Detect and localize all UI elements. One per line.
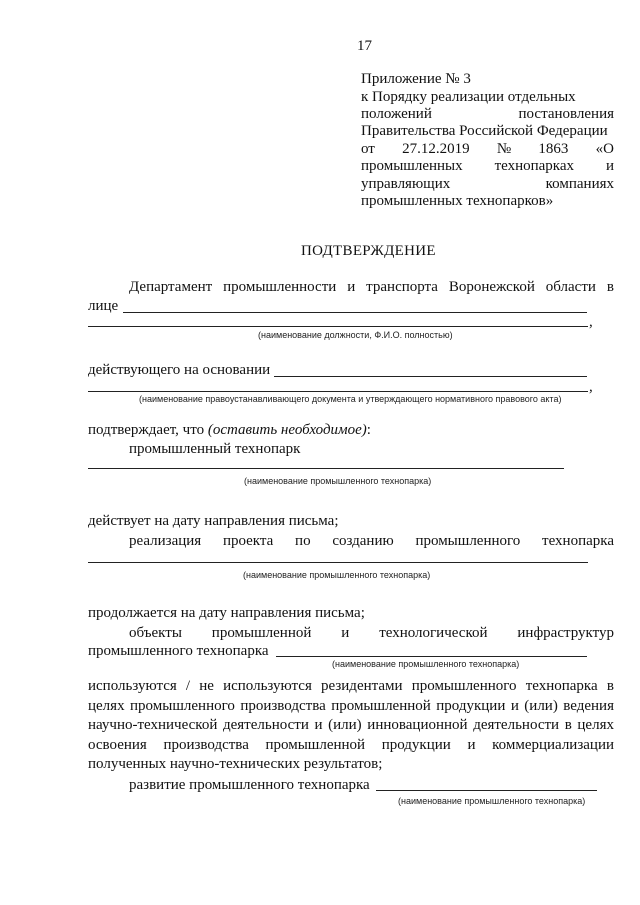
word: научно-технической [88, 717, 218, 733]
field-caption: (наименование промышленного технопарка) [398, 796, 586, 806]
fill-line [88, 562, 588, 563]
project-line [129, 532, 614, 550]
confirms-prefix: подтверждает, что [88, 422, 208, 438]
word: от [361, 141, 375, 157]
word: «О [595, 141, 614, 157]
word: промышленного [411, 678, 517, 694]
word: реализация [129, 533, 202, 549]
word: и [605, 158, 614, 174]
annex-line: Правительства Российской Федерации [361, 123, 608, 139]
field-caption: (наименование промышленного технопарка) [243, 570, 431, 580]
word: и [467, 737, 476, 753]
word: объекты [129, 625, 182, 641]
word: в [564, 717, 572, 733]
field-caption: (наименование промышленного технопарка) [332, 659, 520, 669]
word: деятельности [473, 717, 560, 733]
development-label: развитие промышленного технопарка [129, 777, 370, 793]
word: Департамент [129, 279, 213, 295]
word: целях [577, 717, 614, 733]
para-line [88, 716, 614, 734]
basis-label: действующего на основании [88, 362, 271, 378]
word: управляющих [361, 176, 451, 192]
annex-line [361, 105, 614, 123]
annex-line [361, 140, 614, 158]
field-caption: (наименование промышленного технопарка) [244, 476, 432, 486]
comma: , [589, 314, 593, 330]
project-tail: продолжается на дату направления письма; [88, 605, 365, 621]
word: продукции [381, 737, 451, 753]
word: постановления [518, 106, 614, 122]
word: 1863 [538, 141, 569, 157]
word: промышленного [130, 698, 235, 714]
word: промышленной [211, 625, 312, 641]
word: транспорта [366, 279, 438, 295]
word: промышленности [223, 279, 337, 295]
annex-line: к Порядку реализации отдельных [361, 89, 576, 105]
word: 27.12.2019 [402, 141, 470, 157]
word: технопарках [494, 158, 575, 174]
word: и [510, 698, 519, 714]
fill-line [276, 656, 587, 657]
word: промышленного [415, 533, 521, 549]
word: резидентами [321, 678, 403, 694]
word: производства [163, 737, 249, 753]
word: и [347, 279, 356, 295]
fill-line [88, 391, 588, 392]
word: деятельности [222, 717, 309, 733]
word: промышленных [361, 158, 463, 174]
item-technopark: промышленный технопарк [129, 441, 301, 457]
para-line [88, 697, 614, 715]
confirms-suffix: : [366, 422, 371, 438]
word: созданию [332, 533, 394, 549]
word: (или) [524, 698, 558, 714]
confirms-line [88, 421, 371, 439]
fill-line [88, 468, 564, 469]
word: инновационной [367, 717, 468, 733]
annex-line: промышленных технопарков» [361, 193, 554, 209]
word: положений [361, 106, 432, 122]
word: № [496, 141, 512, 157]
annex-line [361, 175, 614, 193]
fill-line [123, 312, 587, 313]
word: не [199, 678, 214, 694]
word: используются [223, 678, 312, 694]
word: по [295, 533, 311, 549]
word: коммерциализации [492, 737, 614, 753]
infra-line [129, 624, 614, 642]
word: инфраструктур [517, 625, 614, 641]
fill-line [274, 376, 587, 377]
word: технологической [379, 625, 488, 641]
para-line [88, 736, 614, 754]
word: промышленной [265, 737, 366, 753]
field-caption: (наименование правоустанавливающего документа и утверждающего нормативного правового акта) [139, 394, 562, 404]
comma: , [589, 379, 593, 395]
word: / [185, 678, 191, 694]
word: используются [88, 678, 177, 694]
infra-label: промышленного технопарка [88, 643, 269, 659]
word: и [341, 625, 350, 641]
document-heading: ПОДТВЕРЖДЕНИЕ [301, 243, 436, 259]
word: области [545, 279, 596, 295]
field-caption: (наименование должности, Ф.И.О. полностью) [258, 330, 453, 340]
word: ведения [563, 698, 614, 714]
word: (или) [328, 717, 362, 733]
word: освоения [88, 737, 147, 753]
fill-line [376, 790, 597, 791]
word: промышленной [331, 698, 431, 714]
intro-line [129, 278, 614, 296]
word: проекта [222, 533, 274, 549]
fill-line [88, 326, 588, 327]
word: технопарка [525, 678, 598, 694]
annex-line [361, 157, 614, 175]
word: целях [88, 698, 125, 714]
word: в [606, 678, 614, 694]
page-number: 17 [357, 38, 372, 54]
word: Воронежской [448, 279, 535, 295]
item-tail: действует на дату направления письма; [88, 513, 339, 529]
word: и [314, 717, 323, 733]
word: продукции [436, 698, 506, 714]
annex-title: Приложение № 3 [361, 71, 471, 87]
para-line [88, 677, 614, 695]
word: технопарка [542, 533, 614, 549]
para-line: полученных научно-технических результатов; [88, 756, 383, 772]
confirms-note: (оставить необходимое) [207, 422, 367, 438]
word: производства [240, 698, 326, 714]
word: в [606, 279, 614, 295]
word: компаниях [545, 176, 614, 192]
intro-label: лице [88, 298, 119, 314]
